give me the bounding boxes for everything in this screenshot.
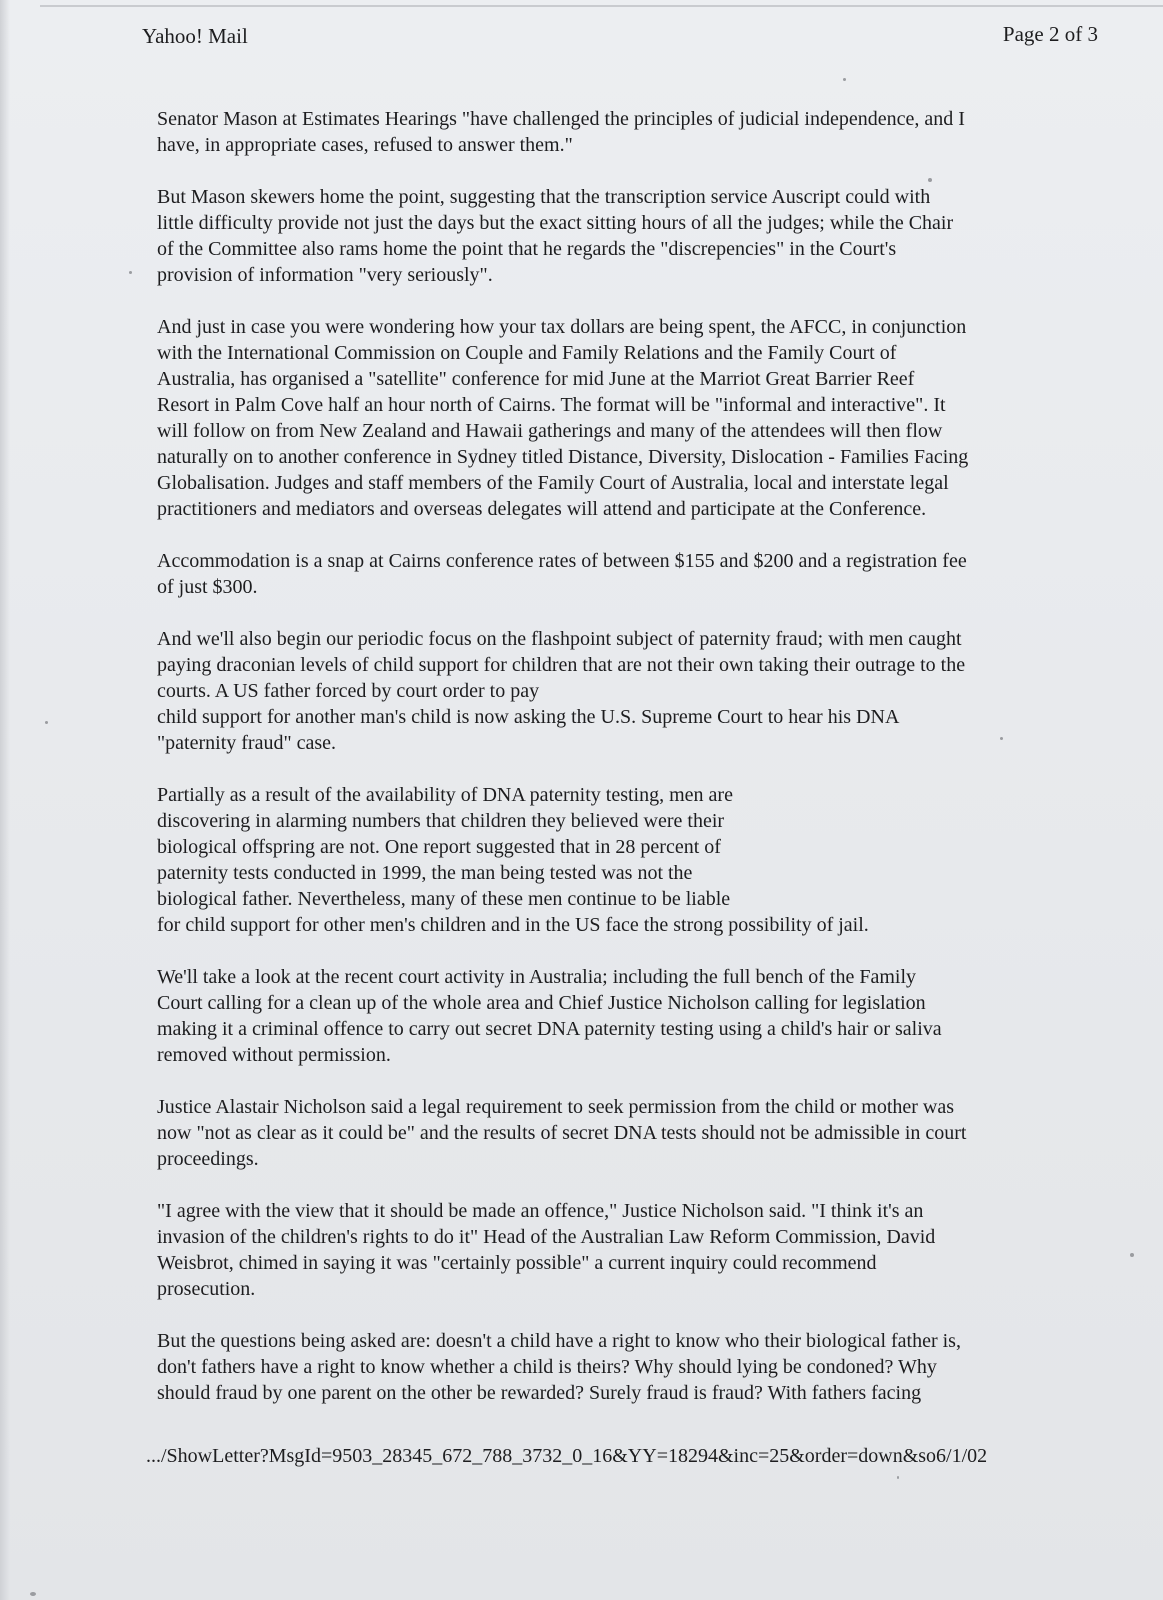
body-paragraph <box>157 106 1097 158</box>
paragraph-line: will follow on from New Zealand and Hawaii gatherings and many of the attendees will then flow <box>157 420 943 442</box>
paragraph-line: discovering in alarming numbers that children they believed were their <box>157 810 725 832</box>
paragraph-line: naturally on to another conference in Sydney titled Distance, Diversity, Dislocation - Families Facing <box>157 446 969 468</box>
scan-speck <box>843 78 846 81</box>
body-paragraph <box>157 964 1097 1068</box>
scan-speck <box>129 271 132 274</box>
body-paragraph <box>157 1198 1097 1302</box>
paragraph-line: child support for another man's child is now asking the U.S. Supreme Court to hear his DNA <box>157 706 900 728</box>
paragraph-line: invasion of the children's rights to do it" Head of the Australian Law Reform Commission, David <box>157 1226 936 1248</box>
scan-speck <box>928 178 932 182</box>
paragraph-line: prosecution. <box>157 1278 256 1300</box>
paragraph-line: But Mason skewers home the point, suggesting that the transcription service Auscript could with <box>157 186 931 208</box>
paragraph-line: of the Committee also rams home the point that he regards the "discrepencies" in the Court's <box>157 238 897 260</box>
paragraph-line: with the International Commission on Couple and Family Relations and the Family Court of <box>157 342 897 364</box>
paragraph-line: Partially as a result of the availability of DNA paternity testing, men are <box>157 784 733 806</box>
page-left-shadow <box>0 0 10 1600</box>
paragraph-line: don't fathers have a right to know whether a child is theirs? Why should lying be condoned? Why <box>157 1356 937 1378</box>
body-paragraph <box>157 548 1097 600</box>
paragraph-line: paternity tests conducted in 1999, the man being tested was not the <box>157 862 693 884</box>
paragraph-line: biological offspring are not. One report suggested that in 28 percent of <box>157 836 721 858</box>
paragraph-line: should fraud by one parent on the other be rewarded? Surely fraud is fraud? With fathers facing <box>157 1382 922 1404</box>
scan-speck <box>45 721 48 724</box>
paragraph-line: "I agree with the view that it should be made an offence," Justice Nicholson said. "I think it's an <box>157 1200 924 1222</box>
paragraph-line: practitioners and mediators and overseas delegates will attend and participate at the Conference. <box>157 498 927 520</box>
app-name-header: Yahoo! Mail <box>142 24 248 48</box>
footer-url: .../ShowLetter?MsgId=9503_28345_672_788_3732_0_16&YY=18294&inc=25&order=down&so6/1/02 <box>146 1445 988 1467</box>
body-paragraph <box>157 1094 1097 1172</box>
paragraph-line: Senator Mason at Estimates Hearings "have challenged the principles of judicial independence, and I <box>157 108 965 130</box>
body-paragraph <box>157 184 1097 288</box>
body-paragraph <box>157 314 1097 522</box>
paragraph-line: little difficulty provide not just the days but the exact sitting hours of all the judges; while the Chair <box>157 212 954 234</box>
scan-speck <box>1000 737 1003 740</box>
scan-speck <box>1130 1253 1134 1257</box>
paragraph-line: Resort in Palm Cove half an hour north of Cairns. The format will be "informal and interactive". It <box>157 394 946 416</box>
paragraph-line: And just in case you were wondering how your tax dollars are being spent, the AFCC, in conjunction <box>157 316 967 338</box>
paragraph-line: making it a criminal offence to carry out secret DNA paternity testing using a child's hair or saliva <box>157 1018 942 1040</box>
body-paragraph <box>157 1328 1097 1406</box>
scan-speck <box>897 1476 899 1479</box>
page-top-edge <box>40 5 1163 7</box>
paragraph-line: of just $300. <box>157 576 258 598</box>
paragraph-line: courts. A US father forced by court order to pay <box>157 680 540 702</box>
paragraph-line: provision of information "very seriously". <box>157 264 493 286</box>
paragraph-line: "paternity fraud" case. <box>157 732 337 754</box>
paragraph-line: have, in appropriate cases, refused to answer them." <box>157 134 573 156</box>
body-paragraph <box>157 782 1097 938</box>
paragraph-line: Australia, has organised a "satellite" conference for mid June at the Marriot Great Barrier Reef <box>157 368 915 390</box>
paragraph-line: biological father. Nevertheless, many of these men continue to be liable <box>157 888 731 910</box>
paragraph-line: Weisbrot, chimed in saying it was "certainly possible" a current inquiry could recommend <box>157 1252 877 1274</box>
body-paragraph <box>157 626 1097 756</box>
paragraph-line: paying draconian levels of child support for children that are not their own taking their outrage to the <box>157 654 966 676</box>
paragraph-line: proceedings. <box>157 1148 259 1170</box>
paragraph-line: Court calling for a clean up of the whole area and Chief Justice Nicholson calling for legislation <box>157 992 926 1014</box>
page-indicator: Page 2 of 3 <box>1002 22 1098 46</box>
scan-speck <box>30 1592 36 1596</box>
paragraph-line: now "not as clear as it could be" and the results of secret DNA tests should not be admissible in court <box>157 1122 967 1144</box>
email-body <box>157 106 1097 1432</box>
paragraph-line: And we'll also begin our periodic focus on the flashpoint subject of paternity fraud; with men caught <box>157 628 962 650</box>
paragraph-line: Accommodation is a snap at Cairns conference rates of between $155 and $200 and a registration fee <box>157 550 967 572</box>
paragraph-line: We'll take a look at the recent court activity in Australia; including the full bench of the Family <box>157 966 916 988</box>
paragraph-line: Globalisation. Judges and staff members of the Family Court of Australia, local and interstate legal <box>157 472 949 494</box>
paragraph-line: But the questions being asked are: doesn't a child have a right to know who their biological father is, <box>157 1330 961 1352</box>
paragraph-line: for child support for other men's children and in the US face the strong possibility of jail. <box>157 914 869 936</box>
paragraph-line: Justice Alastair Nicholson said a legal requirement to seek permission from the child or mother was <box>157 1096 955 1118</box>
paragraph-line: removed without permission. <box>157 1044 391 1066</box>
